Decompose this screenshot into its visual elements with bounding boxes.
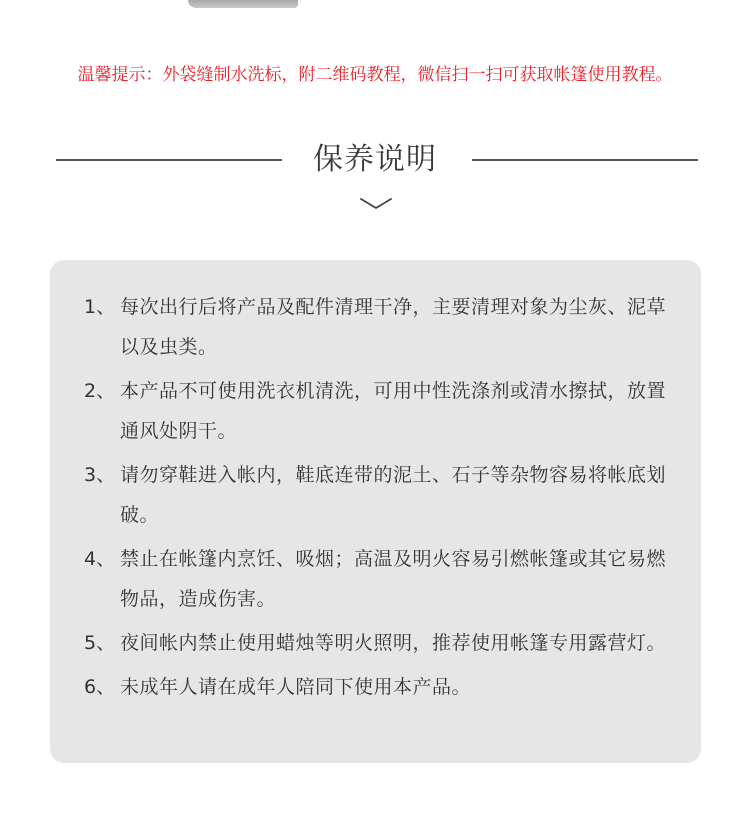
care-item-text: 请勿穿鞋进入帐内，鞋底连带的泥土、石子等杂物容易将帐底划破。 (120, 464, 667, 526)
care-item-3 (84, 455, 684, 535)
chevron-down-icon (359, 196, 393, 212)
care-item-1 (84, 287, 684, 367)
care-item-text: 夜间帐内禁止使用蜡烛等明火照明，推荐使用帐篷专用露营灯。 (120, 632, 667, 654)
section-title: 保养说明 (313, 142, 437, 177)
care-instructions-list (84, 287, 684, 711)
notice-text: 温馨提示：外袋缝制水洗标，附二维码教程，微信扫一扫可获取帐篷使用教程。 (77, 65, 673, 85)
care-item-5 (84, 623, 684, 663)
care-item-number: 1、 (84, 296, 116, 318)
top-product-image-edge (188, 0, 298, 8)
care-item-number: 6、 (84, 676, 116, 698)
care-item-6 (84, 667, 684, 707)
care-item-text: 本产品不可使用洗衣机清洗，可用中性洗涤剂或清水擦拭，放置通风处阴干。 (120, 380, 667, 442)
care-item-4 (84, 539, 684, 619)
care-item-number: 4、 (84, 548, 116, 570)
care-item-text: 禁止在帐篷内烹饪、吸烟；高温及明火容易引燃帐篷或其它易燃物品，造成伤害。 (120, 548, 667, 610)
care-item-number: 3、 (84, 464, 116, 486)
care-item-text: 未成年人请在成年人陪同下使用本产品。 (120, 676, 472, 698)
care-item-number: 5、 (84, 632, 116, 654)
section-heading (0, 138, 750, 182)
care-item-2 (84, 371, 684, 451)
heading-divider-right (472, 159, 698, 161)
care-item-number: 2、 (84, 380, 116, 402)
care-item-text: 每次出行后将产品及配件清理干净，主要清理对象为尘灰、泥草以及虫类。 (120, 296, 667, 358)
